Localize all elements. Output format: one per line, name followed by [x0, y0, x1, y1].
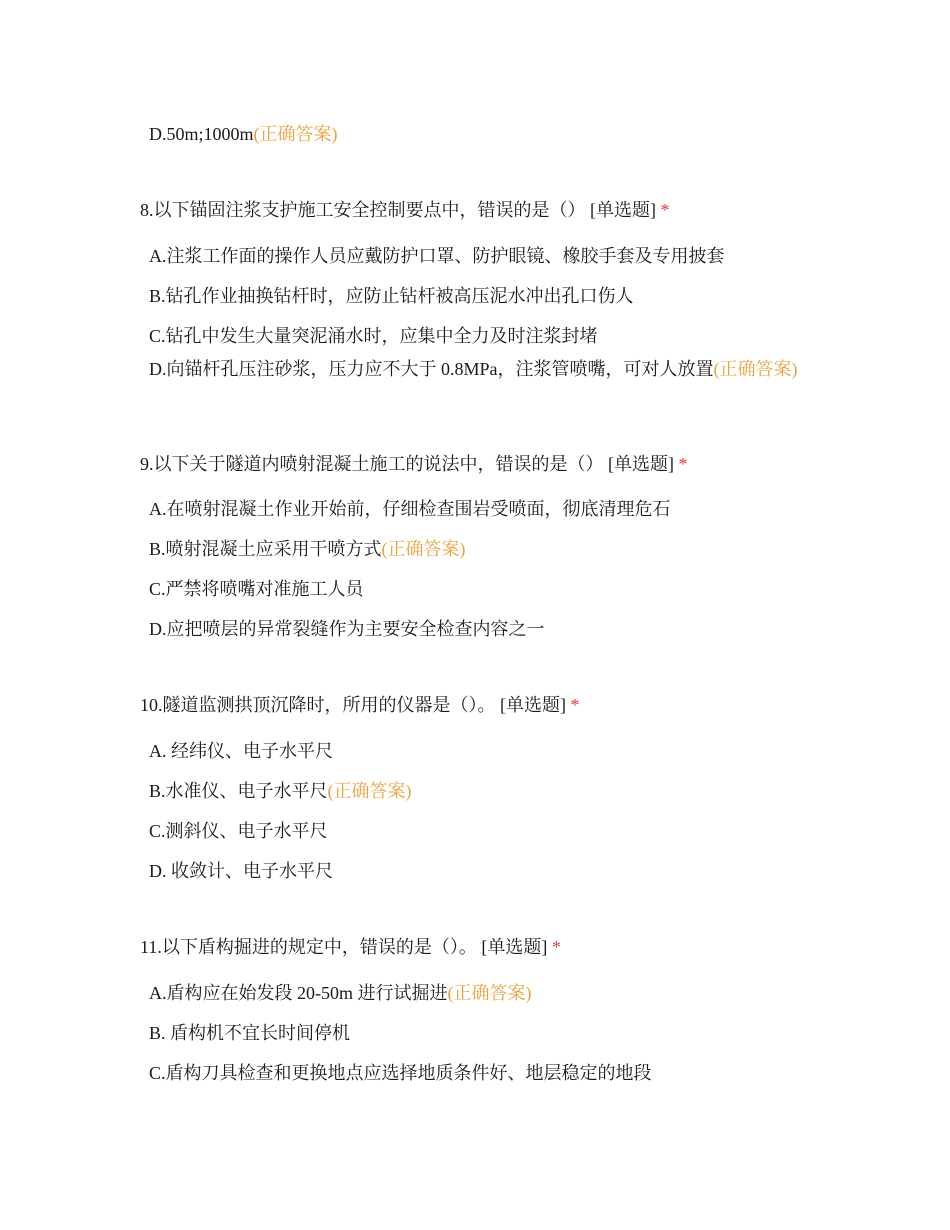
option-text: C.测斜仪、电子水平尺 — [149, 821, 328, 841]
question-type: [单选题] — [500, 695, 566, 715]
question-10-option-b — [149, 779, 412, 803]
correct-answer-mark: (正确答案) — [327, 781, 412, 801]
question-8-option-c — [149, 324, 598, 348]
question-11-option-b — [149, 1021, 350, 1045]
option-text: B.喷射混凝土应采用干喷方式 — [149, 539, 382, 559]
option-text: B.水准仪、电子水平尺 — [149, 781, 328, 801]
question-9-option-a — [149, 497, 671, 521]
question-type: [单选题] — [608, 454, 674, 474]
question-11-title — [140, 935, 561, 959]
question-8-title — [140, 198, 670, 222]
correct-answer-mark: (正确答案) — [381, 539, 466, 559]
question-11-option-a — [149, 981, 532, 1005]
option-text: D.50m;1000m — [149, 124, 254, 144]
question-9-option-d — [149, 617, 545, 641]
question-10-title — [140, 693, 580, 717]
question-text: 10.隧道监测拱顶沉降时，所用的仪器是（）。 — [140, 695, 496, 715]
question-9-option-c — [149, 577, 364, 601]
question-text: 11.以下盾构掘进的规定中，错误的是（）。 — [140, 937, 477, 957]
question-type: [单选题] — [590, 200, 656, 220]
question-10-option-d — [149, 859, 333, 883]
correct-answer-mark: (正确答案) — [713, 359, 798, 379]
required-mark: * — [551, 937, 561, 957]
option-text: C.盾构刀具检查和更换地点应选择地质条件好、地层稳定的地段 — [149, 1063, 652, 1083]
question-8-option-a — [149, 244, 725, 268]
option-text: B.钻孔作业抽换钻杆时，应防止钻杆被高压泥水冲出孔口伤人 — [149, 286, 634, 306]
option-text: D. 收敛计、电子水平尺 — [149, 861, 333, 881]
required-mark: * — [660, 200, 670, 220]
question-9-title — [140, 452, 688, 476]
question-type: [单选题] — [481, 937, 548, 957]
question-10-option-c — [149, 819, 328, 843]
option-text: A.在喷射混凝土作业开始前，仔细检查围岩受喷面，彻底清理危石 — [149, 499, 671, 519]
option-text: D.向锚杆孔压注砂浆，压力应不大于 0.8MPa，注浆管喷嘴，可对人放置 — [149, 359, 714, 379]
required-mark: * — [678, 454, 688, 474]
question-8-option-d — [149, 357, 809, 381]
option-text: C.严禁将喷嘴对准施工人员 — [149, 579, 364, 599]
option-text: A.注浆工作面的操作人员应戴防护口罩、防护眼镜、橡胶手套及专用披套 — [149, 246, 725, 266]
question-text: 9.以下关于隧道内喷射混凝土施工的说法中，错误的是（） — [140, 454, 604, 474]
question-8-option-b — [149, 284, 634, 308]
option-text: A.盾构应在始发段 20-50m 进行试掘进 — [149, 983, 448, 1003]
question-10-option-a — [149, 739, 333, 763]
required-mark: * — [570, 695, 580, 715]
question-9-option-b — [149, 537, 466, 561]
option-text: B. 盾构机不宜长时间停机 — [149, 1023, 351, 1043]
correct-answer-mark: (正确答案) — [253, 124, 338, 144]
question-text: 8.以下锚固注浆支护施工安全控制要点中，错误的是（） — [140, 200, 586, 220]
option-text: A. 经纬仪、电子水平尺 — [149, 741, 333, 761]
option-text: C.钻孔中发生大量突泥涌水时，应集中全力及时注浆封堵 — [149, 326, 598, 346]
question-11-option-c — [149, 1061, 652, 1085]
option-text: D.应把喷层的异常裂缝作为主要安全检查内容之一 — [149, 619, 545, 639]
correct-answer-mark: (正确答案) — [447, 983, 532, 1003]
prev-question-option-d — [149, 122, 338, 146]
